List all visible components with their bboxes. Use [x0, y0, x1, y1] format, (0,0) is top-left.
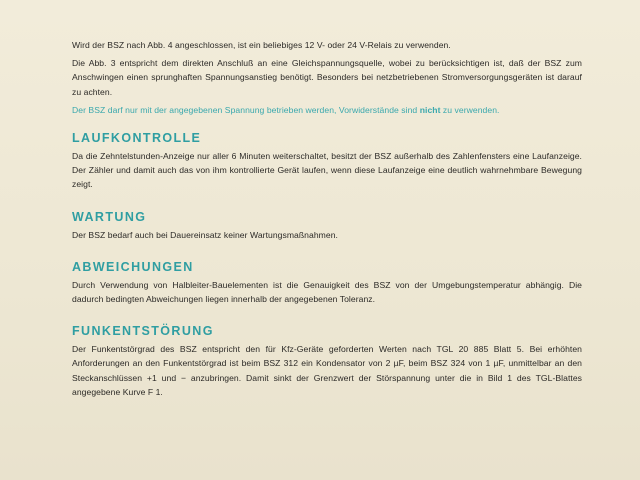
section-heading-laufkontrolle: LAUFKONTROLLE — [72, 131, 202, 146]
document-content — [72, 38, 582, 399]
section-text-laufkontrolle: Da die Zehntelstunden-Anzeige nur aller 6 Minuten weiterschaltet, besitzt der BSZ außerhalb des Zahlenfensters eine Laufanzeige. Der Zähler und damit auch das von ihm kontrollierte Gerät laufen, wenn diese Laufanzeige eine deutlich wahrnehmbare Bewegung zeigt. — [72, 151, 582, 190]
section-laufkontrolle — [72, 130, 582, 192]
section-heading-wartung: WARTUNG — [72, 209, 147, 224]
section-text-abweichungen: Durch Verwendung von Halbleiter-Bauelementen ist die Genauigkeit des BSZ von der Umgebungstemperatur abhängig. Die dadurch bedingten Abweichungen liegen innerhalb der angegebenen Toleranz. — [72, 279, 582, 305]
section-text-funkentstoerung: Der Funkentstörgrad des BSZ entspricht den für Kfz-Geräte geforderten Werten nach TGL 20 885 Blatt 5. Bei erhöhten Anforderungen an den Funkentstörgrad ist beim BSZ 312 ein Kondensator von 2 µF, beim BSZ 324 von 1 µF, unmittelbar an den Steckanschlüssen +1 und − anzubringen. Damit sinkt der Grenzwert der Störspannung unter die in Bild 1 des TGL-Blattes angegebene Kurve F 1. — [72, 344, 582, 397]
intro-paragraph-relay: Wird der BSZ nach Abb. 4 angeschlossen, ist ein beliebiges 12 V- oder 24 V-Relais zu verwenden. — [72, 40, 451, 50]
section-funkentstoerung — [72, 323, 582, 399]
section-heading-funkentstoerung: FUNKENTSTÖRUNG — [72, 324, 214, 339]
section-abweichungen — [72, 259, 582, 306]
warning-text-end: zu verwenden. — [440, 104, 500, 115]
warning-text-emphasis: nicht — [419, 104, 441, 115]
section-heading-abweichungen: ABWEICHUNGEN — [72, 259, 194, 274]
section-wartung — [72, 209, 582, 242]
intro-paragraph-voltage-source: Die Abb. 3 entspricht dem direkten Anschluß an eine Gleichspannungsquelle, wobei zu berücksichtigen ist, daß der BSZ zum Anschwingen einen sprunghaften Spannungsanstieg benötigt. Besonders bei netzbetriebenen Stromversorgungsgeräten ist darauf zu achten. — [72, 58, 582, 97]
section-text-wartung: Der BSZ bedarf auch bei Dauereinsatz keiner Wartungsmaßnahmen. — [72, 229, 338, 240]
intro-warning-note — [72, 103, 582, 117]
warning-text-start: Der BSZ darf nur mit der angegebenen Spannung betrieben werden, Vorwiderstände sind — [72, 104, 420, 115]
